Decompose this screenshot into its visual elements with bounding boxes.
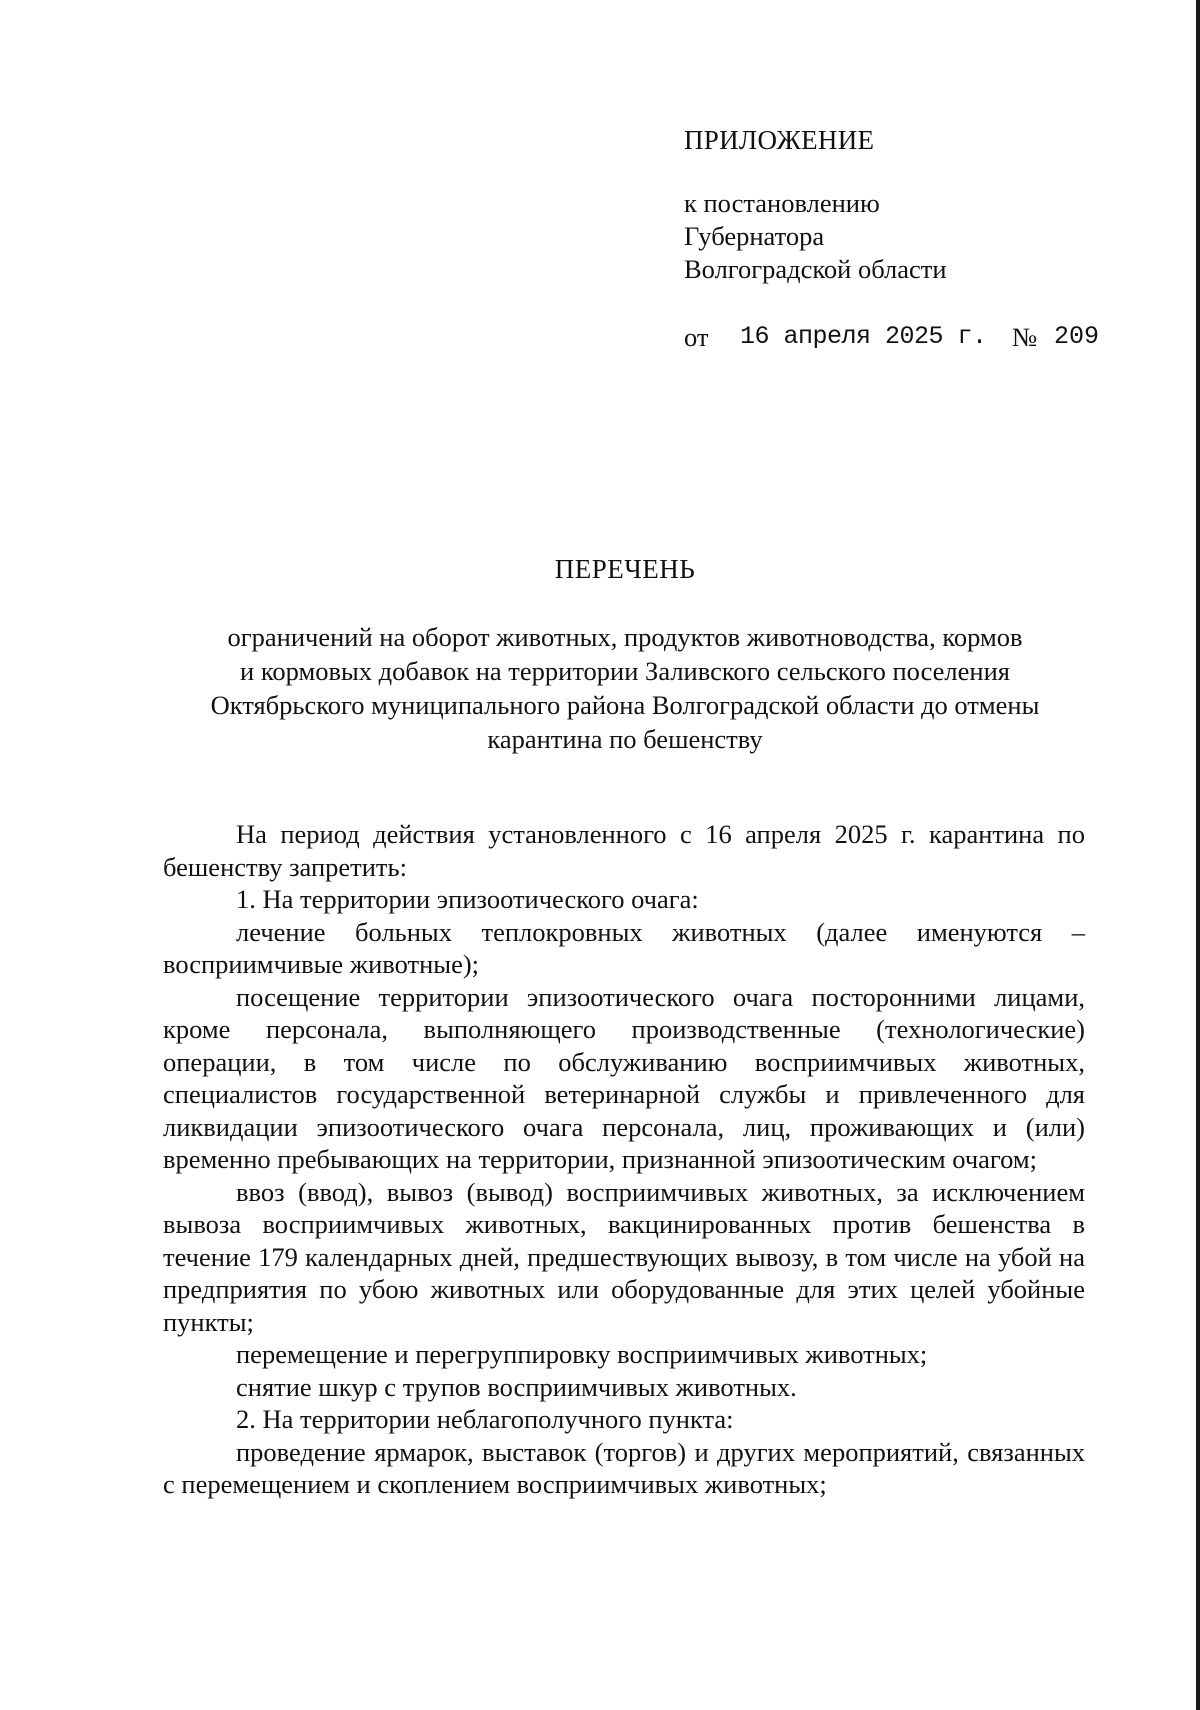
decree-number-label: №: [1012, 322, 1038, 352]
paragraph-skinning: снятие шкур с трупов восприимчивых животных.: [236, 1371, 797, 1402]
appendix-line-2: Губернатора: [684, 221, 825, 251]
paragraph-section-1: 1. На территории эпизоотического очага:: [236, 884, 699, 914]
subtitle-line: ограничений на оборот животных, продуктов животноводства, кормов: [227, 622, 1023, 652]
appendix-line-1: к постановлению: [684, 188, 880, 218]
subtitle-line: карантина по бешенству: [487, 724, 763, 754]
appendix-block: [684, 124, 1144, 286]
paragraph-fairs: проведение ярмарок, выставок (торгов) и других мероприятий, связанных с перемещением и скоплением восприимчивых животных;: [163, 1436, 1085, 1499]
document-body: [163, 818, 1085, 1501]
decree-number: 209: [1054, 322, 1100, 351]
subtitle-line: и кормовых добавок на территории Заливского сельского поселения: [240, 656, 1010, 686]
paragraph-visits: посещение территории эпизоотического очага посторонними лицами, кроме персонала, выполняющего производственные (технологические) операции, в том числе по обслуживанию восприимчивых животных, специалистов государственной ветеринарной службы и привлеченного для ликвидации эпизоотического очага персонала, лиц, проживающих и (или) временно пребывающих на территории, признанной эпизоотическим очагом;: [163, 981, 1085, 1174]
document-subtitle: [150, 620, 1100, 756]
decree-date: 16 апреля 2025 г.: [740, 322, 987, 351]
paragraph-import-export: ввоз (ввод), вывоз (вывод) восприимчивых животных, за исключением вывоза восприимчивых животных, вакцинированных против бешенства в течение 179 календарных дней, предшествующих вывозу, в том числе на убой на предприятия по убою животных или оборудованные для этих целей убойные пункты;: [163, 1176, 1085, 1337]
scan-edge: [1196, 0, 1200, 1710]
appendix-line-3: Волгоградской области: [684, 254, 947, 284]
subtitle-line: Октябрьского муниципального района Волгоградской области до отмены: [210, 690, 1040, 720]
paragraph-treatment: лечение больных теплокровных животных (далее именуются – восприимчивые животные);: [163, 916, 1085, 979]
decree-date-line: [684, 322, 1104, 358]
appendix-title: ПРИЛОЖЕНИЕ: [684, 125, 875, 155]
paragraph-movement: перемещение и перегруппировку восприимчивых животных;: [236, 1339, 928, 1369]
document-title: ПЕРЕЧЕНЬ: [554, 554, 696, 584]
date-from-label: от: [684, 322, 709, 352]
paragraph-section-2: 2. На территории неблагополучного пункта:: [236, 1404, 734, 1434]
paragraph-intro: На период действия установленного с 16 апреля 2025 г. карантина по бешенству запретить:: [163, 819, 1085, 882]
